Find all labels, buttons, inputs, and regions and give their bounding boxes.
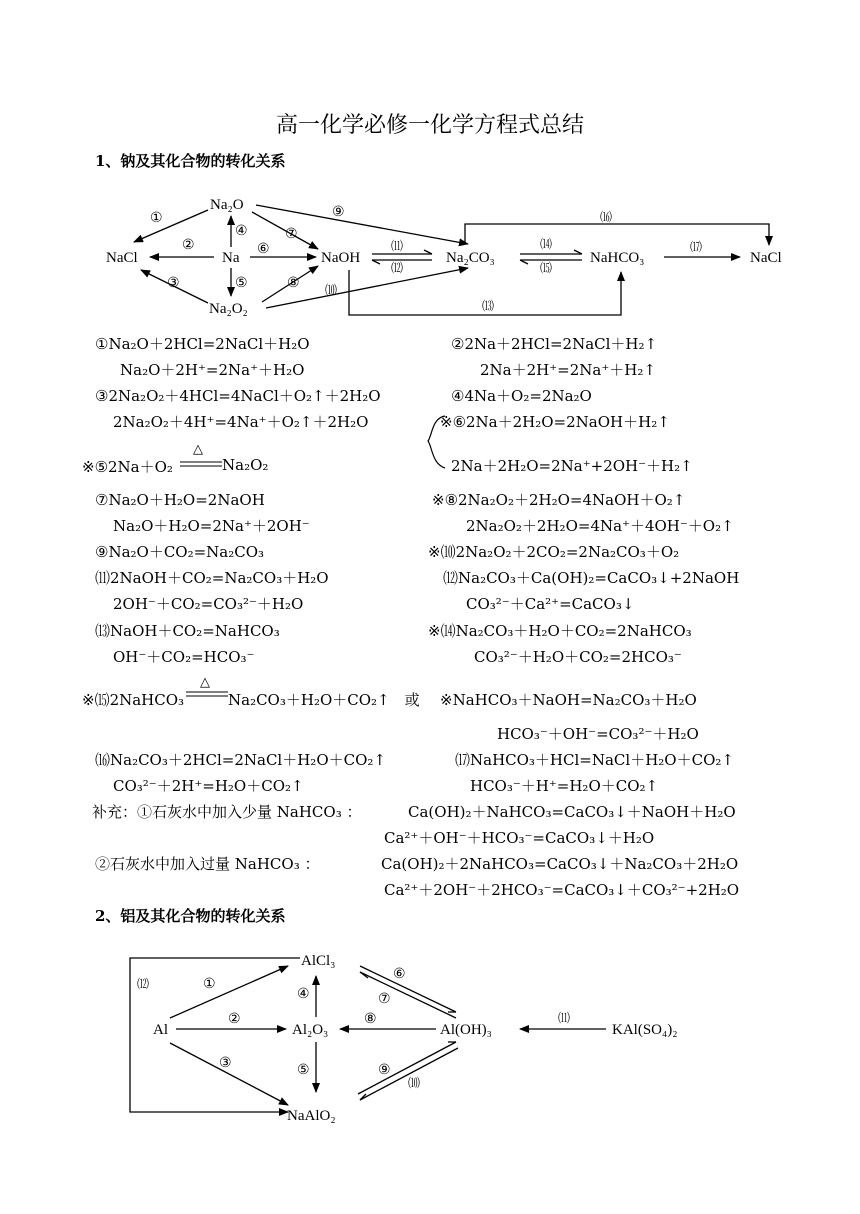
nacl-left-label: NaCl xyxy=(106,250,138,266)
step-number: ⑾ xyxy=(558,1011,571,1025)
section-heading-aluminum: 2、铝及其化合物的转化关系 xyxy=(95,907,286,925)
equation: Ca²⁺＋OH⁻＋HCO₃⁻=CaCO₃↓＋H₂O xyxy=(384,829,655,847)
arrow-12 xyxy=(130,958,300,1112)
equation: Na₂CO₃＋H₂O＋CO₂↑ 或 xyxy=(228,691,420,709)
equation: Ca(OH)₂＋NaHCO₃=CaCO₃↓＋NaOH＋H₂O xyxy=(408,803,736,821)
step-number: ④ xyxy=(297,987,310,1002)
equation: ⑦Na₂O＋H₂O=2NaOH xyxy=(95,491,265,509)
equation: ※⒂2NaHCO₃ xyxy=(82,691,185,709)
arrow-1 xyxy=(134,210,208,242)
equation: ③2Na₂O₂＋4HCl=4NaCl＋O₂↑＋2H₂O xyxy=(95,387,381,405)
equation: OH⁻＋CO₂=HCO₃⁻ xyxy=(113,648,255,666)
equation: ④4Na＋O₂=2Na₂O xyxy=(451,387,592,405)
equation: CO₃²⁻＋2H⁺=H₂O＋CO₂↑ xyxy=(113,777,304,795)
kalso4-label: KAl(SO₄)₂ xyxy=(612,1022,678,1038)
step-number: ② xyxy=(228,1012,241,1027)
step-number: ② xyxy=(182,238,195,253)
na2o2-label: Na₂O₂ xyxy=(209,301,248,317)
step-number: ⑤ xyxy=(235,276,248,291)
section-heading-sodium: 1、钠及其化合物的转化关系 xyxy=(95,152,286,170)
supplement-label: 补充：①石灰水中加入少量 NaHCO₃ ： xyxy=(92,803,362,821)
equation: HCO₃⁻＋OH⁻=CO₃²⁻＋H₂O xyxy=(497,725,699,743)
arrow-1 xyxy=(170,966,288,1018)
step-number: ⑤ xyxy=(297,1063,310,1078)
naoh-label: NaOH xyxy=(321,250,361,266)
equation: ※⑤2Na＋O₂ xyxy=(82,458,173,476)
heat-symbol: △ xyxy=(193,442,203,457)
equation: ⑨Na₂O＋CO₂=Na₂CO₃ xyxy=(95,543,265,561)
equation: CO₃²⁻＋H₂O＋CO₂=2HCO₃⁻ xyxy=(474,648,682,666)
arrow-16 xyxy=(465,224,769,245)
equation: ⒄NaHCO₃＋HCl=NaCl＋H₂O＋CO₂↑ xyxy=(455,751,734,769)
arrow-9 xyxy=(358,1042,456,1094)
alcl3-label: AlCl₃ xyxy=(301,953,336,969)
step-number: ⑨ xyxy=(378,1063,391,1078)
step-number: ⒀ xyxy=(482,299,495,313)
nahco3-label: NaHCO₃ xyxy=(590,250,645,266)
equation: ※⒁Na₂CO₃＋H₂O＋CO₂=2NaHCO₃ xyxy=(428,622,692,640)
step-number: ③ xyxy=(167,276,180,291)
supplement-label: ②石灰水中加入过量 NaHCO₃ ： xyxy=(95,855,320,873)
step-number: ④ xyxy=(235,224,248,239)
step-number: ⒄ xyxy=(690,240,703,254)
al2o3-label: Al₂O₃ xyxy=(292,1022,329,1038)
equation: ⑿Na₂CO₃＋Ca(OH)₂=CaCO₃↓+2NaOH xyxy=(443,569,740,587)
equation: ⑾2NaOH＋CO₂=Na₂CO₃＋H₂O xyxy=(95,569,329,587)
step-number: ⑽ xyxy=(325,283,338,297)
equation: Ca(OH)₂＋2NaHCO₃=CaCO₃↓＋Na₂CO₃＋2H₂O xyxy=(381,855,739,873)
equation: Ca²⁺＋2OH⁻＋2HCO₃⁻=CaCO₃↓＋CO₃²⁻+2H₂O xyxy=(384,881,740,899)
equation: ⒃Na₂CO₃＋2HCl=2NaCl＋H₂O＋CO₂↑ xyxy=(95,751,386,769)
equation: 2OH⁻＋CO₂=CO₃²⁻＋H₂O xyxy=(113,595,304,613)
step-number: ⑥ xyxy=(257,242,270,257)
equation: Na₂O＋2H⁺=2Na⁺＋H₂O xyxy=(120,361,305,379)
equation: Na₂O＋H₂O=2Na⁺＋2OH⁻ xyxy=(113,517,310,535)
heat-symbol: △ xyxy=(200,675,210,690)
arrow-7 xyxy=(360,972,456,1018)
step-number: ① xyxy=(150,211,163,226)
equation: HCO₃⁻＋H⁺=H₂O＋CO₂↑ xyxy=(470,777,659,795)
equation: ⒀NaOH＋CO₂=NaHCO₃ xyxy=(95,622,280,640)
equation: ①Na₂O＋2HCl=2NaCl＋H₂O xyxy=(95,335,310,353)
arrow-10 xyxy=(360,1048,458,1100)
step-number: ⑽ xyxy=(408,1076,421,1090)
equation: 2Na₂O₂＋2H₂O=4Na⁺＋4OH⁻＋O₂↑ xyxy=(466,517,734,535)
step-number: ⑨ xyxy=(332,205,345,220)
equation: ※⑽2Na₂O₂＋2CO₂=2Na₂CO₃＋O₂ xyxy=(428,543,680,561)
equation: 2Na＋2H₂O=2Na⁺+2OH⁻＋H₂↑ xyxy=(451,457,693,475)
step-number: ⑿ xyxy=(137,977,150,991)
step-number: ⑧ xyxy=(287,276,300,291)
aloh3-label: Al(OH)₃ xyxy=(440,1022,492,1038)
step-number: ⑾ xyxy=(391,239,404,253)
step-number: ⑥ xyxy=(393,967,406,982)
step-number: ③ xyxy=(219,1056,232,1071)
step-number: ⒃ xyxy=(600,210,613,224)
step-number: ⑿ xyxy=(391,261,404,275)
sodium-diagram xyxy=(0,0,860,330)
step-number: ⒂ xyxy=(540,261,553,275)
arrow-6 xyxy=(360,966,456,1012)
equation: 2Na₂O₂＋4H⁺=4Na⁺＋O₂↑＋2H₂O xyxy=(113,413,369,431)
equation: Na₂O₂ xyxy=(222,456,269,474)
step-number: ⒁ xyxy=(540,237,553,251)
step-number: ⑦ xyxy=(285,227,298,242)
page-title: 高一化学必修一化学方程式总结 xyxy=(275,113,584,138)
nacl-right-label: NaCl xyxy=(750,250,782,266)
equation: CO₃²⁻＋Ca²⁺=CaCO₃↓ xyxy=(466,595,635,613)
arrow-3 xyxy=(170,1043,288,1105)
naalo2-label: NaAlO₂ xyxy=(287,1108,336,1124)
equation: ②2Na＋2HCl=2NaCl＋H₂↑ xyxy=(451,335,658,353)
equation: ※NaHCO₃＋NaOH=Na₂CO₃＋H₂O xyxy=(440,691,697,709)
equation: ※⑥2Na＋2H₂O=2NaOH＋H₂↑ xyxy=(440,413,670,431)
step-number: ⑦ xyxy=(378,992,391,1007)
step-number: ① xyxy=(203,977,216,992)
step-number: ⑧ xyxy=(364,1012,377,1027)
na-label: Na xyxy=(222,250,240,266)
na2o-label: Na₂O xyxy=(210,197,244,213)
al-label: Al xyxy=(153,1022,168,1038)
equation: ※⑧2Na₂O₂＋2H₂O=4NaOH＋O₂↑ xyxy=(432,491,686,509)
equation: 2Na＋2H⁺=2Na⁺＋H₂↑ xyxy=(480,361,656,379)
na2co3-label: Na₂CO₃ xyxy=(446,250,495,266)
